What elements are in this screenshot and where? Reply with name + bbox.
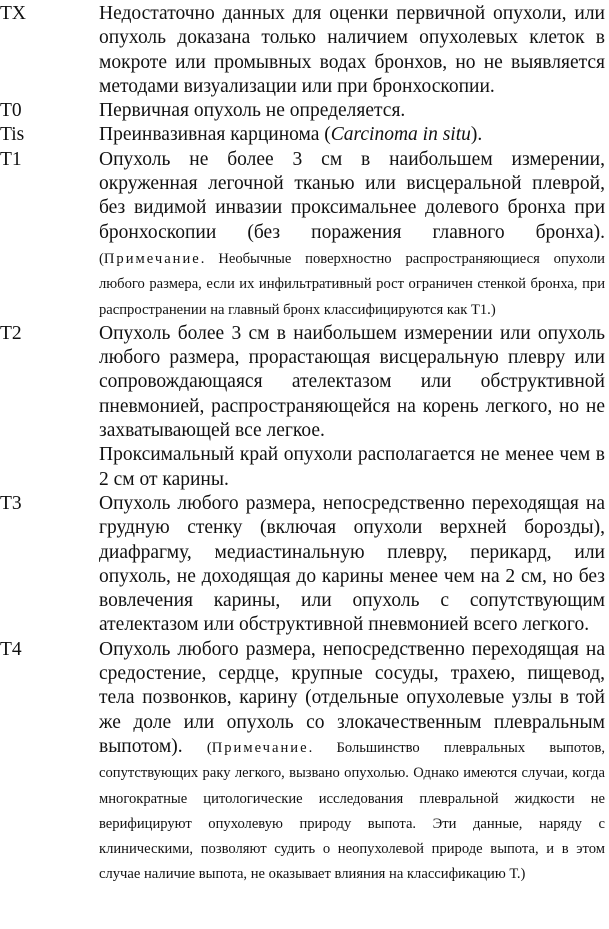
entry-code: T1 [0, 148, 22, 170]
entry-code: T2 [0, 322, 22, 344]
note-label: Примечание [103, 250, 201, 267]
entry-t3 [0, 492, 605, 638]
entry-tis [0, 123, 605, 147]
entry-description [99, 148, 605, 322]
entry-t2 [0, 322, 605, 492]
entry-code: TX [0, 3, 26, 24]
entry-code: T3 [0, 492, 22, 514]
note-text: . Большинство плевральных выпотов, сопутствующих раку легкого, вызвано опухолью. Однако имеются случаи, когда многократные цитологические исследования плевральной жидкости не верифицируют опухолевую природу выпота. Эти данные, наряду с клиническими, позволяют судить о неопухолевой природе выпота, и в этом случае наличие выпота, не оказывает влияния на классификацию Т.) [99, 739, 605, 883]
entry-description [99, 322, 605, 492]
note [99, 251, 605, 318]
entry-description: Недостаточно данных для оценки первичной опухоли, или опухоль доказана только наличием опухолевых клеток в мокроте или промывных водах бронхов, но не выявляется методами визуализации или при бронхоскопии. [99, 3, 605, 97]
entry-description [99, 123, 605, 147]
entry-text-after: ). [470, 124, 483, 146]
entry-t4 [0, 638, 605, 887]
entry-t1 [0, 148, 605, 322]
note-open: ( [99, 250, 104, 267]
entry-t0 [0, 99, 605, 123]
entry-main-text: Опухоль не более 3 см в наибольшем измерении, окруженная легочной тканью или висцеральной плеврой, без видимой инвазии проксимальнее долевого бронха при бронхоскопии (без поражения главного бронха). [99, 148, 605, 243]
note [99, 740, 605, 882]
entry-main-text: Опухоль более 3 см в наибольшем измерении или опухоль любого размера, прорастающая висцеральную плевру или сопровождающаяся ателектазом или обструктивной пневмонией, распространяющейся на корень легкого, но не захватывающей все легкое. [99, 322, 605, 442]
entry-description [99, 638, 605, 887]
entry-text-italic: Carcinoma in situ [330, 124, 471, 146]
note-text: . Необычные поверхностно распространяющиеся опухоли любого размера, если их инфильтративный рост ограничен стенкой бронха, при распространении на главный бронх классифицируются как T1.) [99, 250, 605, 318]
entry-main-text: Опухоль любого размера, непосредственно переходящая на средостение, сердце, крупные сосуды, трахею, пищевод, тела позвонков, карину (отдельные опухолевые узлы в той же доле или опухоль со злокачественным плевральным выпотом). [99, 638, 605, 757]
entry-description: Опухоль любого размера, непосредственно переходящая на грудную стенку (включая опухоли верхней борозды), диафрагму, медиастинальную плевру, перикард, или опухоль, не доходящая до карины менее чем на 2 см, но без вовлечения карины, или опухоль с сопутствующим ателектазом или обструктивной пневмонией всего легкого. [99, 492, 605, 636]
entry-code: Tis [0, 124, 25, 146]
note-label: Примечание [211, 739, 309, 756]
entry-second-paragraph: Проксимальный край опухоли располагается не менее чем в 2 см от карины. [99, 444, 605, 490]
entry-code: T0 [0, 100, 22, 122]
entry-description: Первичная опухоль не определяется. [99, 100, 406, 122]
entry-tx [0, 2, 605, 99]
entry-code: T4 [0, 638, 22, 660]
note-open: ( [182, 739, 212, 756]
entry-text-before: Преинвазивная карцинома ( [99, 124, 331, 146]
